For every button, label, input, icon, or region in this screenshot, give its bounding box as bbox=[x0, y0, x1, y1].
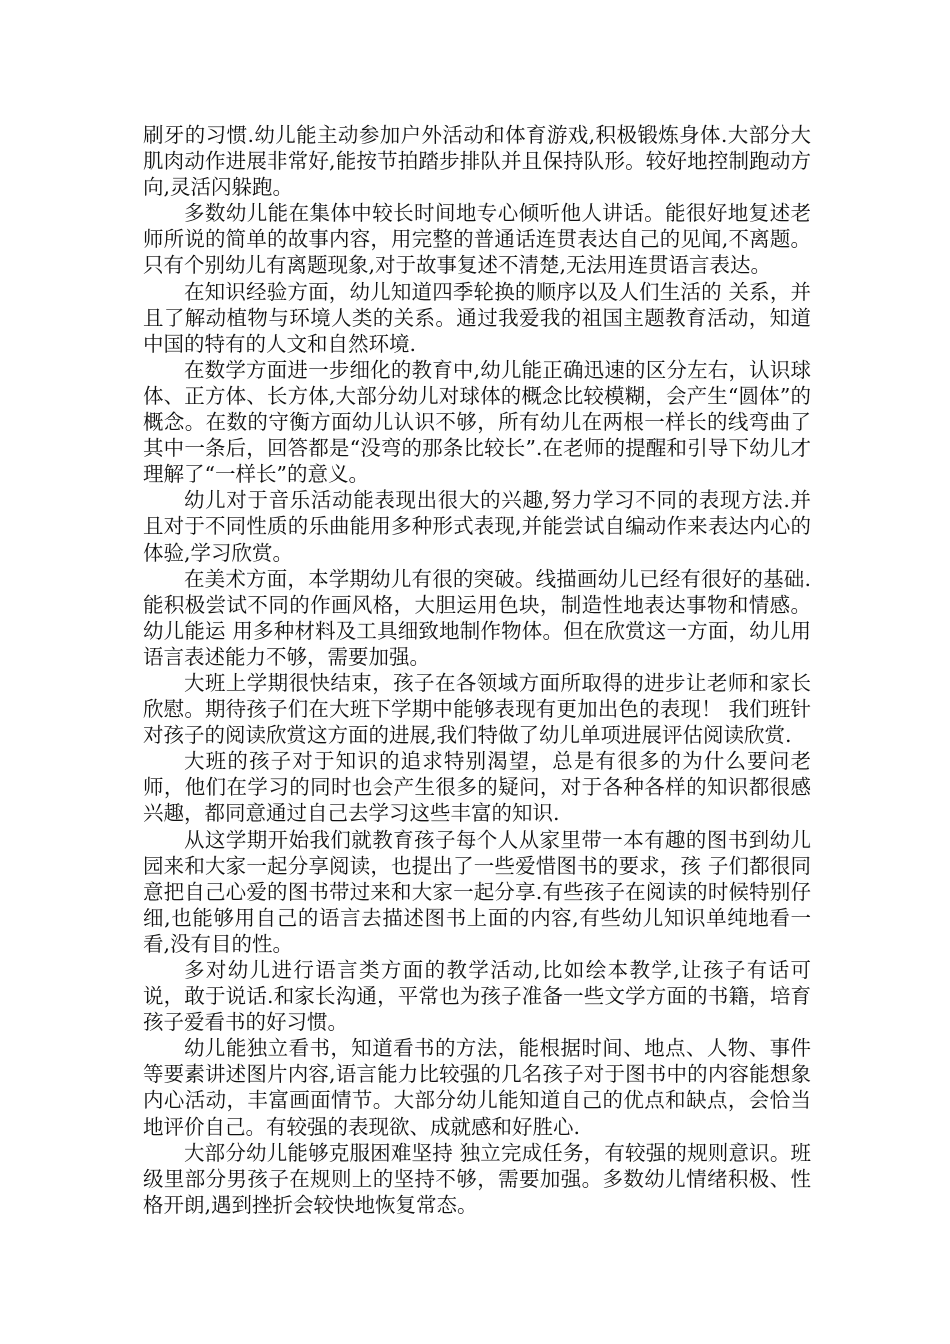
paragraph-10: 多对幼儿进行语言类方面的教学活动,比如绘本教学,让孩子有话可说，敢于说话.和家长沟通，平常也为孩子准备一些文学方面的书籍，培育孩子爱看书的好习惯。 bbox=[143, 958, 811, 1035]
paragraph-7: 大班上学期很快结束，孩子在各领域方面所取得的进步让老师和家长欣慰。期待孩子们在大班下学期中能够表现有更加出色的表现！ 我们班针对孩子的阅读欣赏这方面的进展,我们特做了幼儿单项进展评估阅读欣赏. bbox=[143, 670, 811, 748]
paragraph-4: 在数学方面进一步细化的教育中,幼儿能正确迅速的区分左右，认识球体、正方体、长方体,大部分幼儿对球体的概念比较模糊，会产生“圆体”的概念。在数的守衡方面幼儿认识不够，所有幼儿在两根一样长的线弯曲了其中一条后，回答都是“没弯的那条比较长”.在老师的提醒和引导下幼儿才理解了“一样长”的意义。 bbox=[143, 357, 811, 487]
paragraph-2: 多数幼儿能在集体中较长时间地专心倾听他人讲话。能很好地复述老师所说的简单的故事内容，用完整的普通话连贯表达自己的见闻,不离题。只有个别幼儿有离题现象,对于故事复述不清楚,无法用连贯语言表达。 bbox=[143, 201, 811, 278]
paragraph-9: 从这学期开始我们就教育孩子每个人从家里带一本有趣的图书到幼儿园来和大家一起分享阅读，也提出了一些爱惜图书的要求，孩 子们都很同意把自己心爱的图书带过来和大家一起分享.有些孩子在阅读的时候特别仔细,也能够用自己的语言去描述图书上面的内容,有些幼儿知识单纯地看一看,没有目的性。 bbox=[143, 827, 811, 956]
paragraph-1: 刷牙的习惯.幼儿能主动参加户外活动和体育游戏,积极锻炼身体.大部分大肌肉动作进展非常好,能按节拍踏步排队并且保持队形。较好地控制跑动方向,灵活闪躲跑。 bbox=[143, 123, 811, 200]
paragraph-3: 在知识经验方面，幼儿知道四季轮换的顺序以及人们生活的 关系，并且了解动植物与环境人类的关系。通过我爱我的祖国主题教育活动，知道中国的特有的人文和自然环境. bbox=[143, 279, 811, 356]
paragraph-8: 大班的孩子对于知识的追求特别渴望，总是有很多的为什么要问老师，他们在学习的同时也会产生很多的疑问，对于各种各样的知识都很感兴趣，都同意通过自己去学习这些丰富的知识. bbox=[143, 749, 811, 826]
paragraph-11: 幼儿能独立看书，知道看书的方法，能根据时间、地点、人物、事件等要素讲述图片内容,语言能力比较强的几名孩子对于图书中的内容能想象内心活动，丰富画面情节。大部分幼儿能知道自己的优点和缺点，会恰当地评价自己。有较强的表现欲、成就感和好胜心. bbox=[143, 1036, 811, 1139]
paragraph-5: 幼儿对于音乐活动能表现出很大的兴趣,努力学习不同的表现方法.并且对于不同性质的乐曲能用多种形式表现,并能尝试自编动作来表达内心的体验,学习欣赏。 bbox=[143, 488, 811, 565]
document-body bbox=[143, 122, 811, 1218]
paragraph-6: 在美术方面，本学期幼儿有很的突破。线描画幼儿已经有很好的基础.能积极尝试不同的作画风格，大胆运用色块，制造性地表达事物和情感。幼儿能运 用多种材料及工具细致地制作物体。但在欣赏这一方面，幼儿用语言表述能力不够，需要加强。 bbox=[143, 566, 811, 669]
paragraph-12: 大部分幼儿能够克服困难坚持 独立完成任务，有较强的规则意识。班级里部分男孩子在规则上的坚持不够，需要加强。多数幼儿情绪积极、性格开朗,遇到挫折会较快地恢复常态。 bbox=[143, 1140, 811, 1217]
